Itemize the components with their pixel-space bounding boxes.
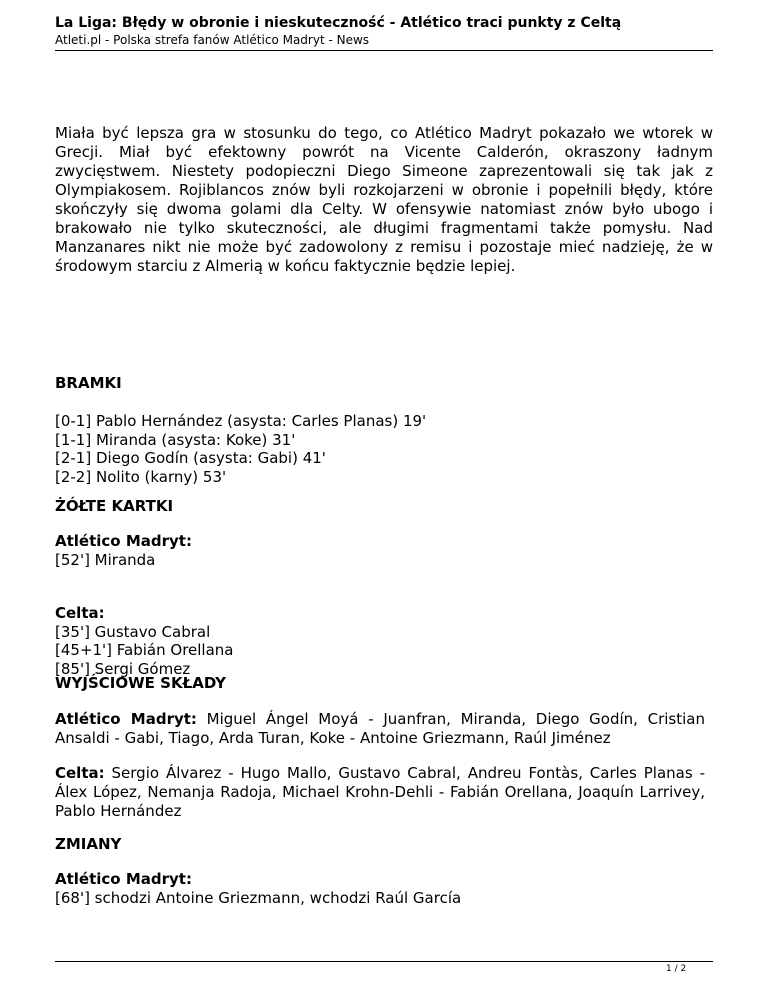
substitutions-team1	[55, 870, 461, 907]
goal-item: [2-2] Nolito (karny) 53'	[55, 467, 227, 486]
card-item: [45+1'] Fabián Orellana	[55, 641, 234, 659]
lineup-team1	[55, 710, 705, 748]
team-name: Atlético Madryt:	[55, 710, 197, 728]
goals-list	[55, 412, 426, 486]
substitution-item: [68'] schodzi Antoine Griezmann, wchodzi Raúl García	[55, 888, 462, 907]
card-item: [85'] Sergi Gómez	[55, 659, 191, 678]
card-item: [35'] Gustavo Cabral	[55, 622, 211, 641]
yellow-cards-team1	[55, 532, 192, 569]
lineups-heading: WYJŚCIOWE SKŁADY	[55, 674, 227, 692]
article-title: La Liga: Błędy w obronie i nieskuteczność - Atlético traci punkty z Celtą	[55, 15, 622, 31]
yellow-cards-heading: ŻÓŁTE KARTKI	[55, 497, 174, 515]
header-divider	[55, 50, 713, 51]
yellow-cards-team2	[55, 604, 234, 678]
goals-heading: BRAMKI	[55, 374, 122, 392]
card-item: [52'] Miranda	[55, 550, 156, 569]
substitutions-heading: ZMIANY	[55, 835, 122, 853]
team-name: Celta:	[55, 764, 105, 782]
team-name: Atlético Madryt:	[55, 532, 192, 550]
goal-item: [2-1] Diego Godín (asysta: Gabi) 41'	[55, 449, 326, 467]
lineup-team2	[55, 764, 705, 821]
page-number: 1 / 2	[666, 964, 687, 974]
article-body	[55, 124, 713, 276]
goal-item: [1-1] Miranda (asysta: Koke) 31'	[55, 430, 296, 449]
goal-item: [0-1] Pablo Hernández (asysta: Carles Planas) 19'	[55, 412, 427, 430]
footer-divider	[55, 961, 713, 962]
lineup-players: Sergio Álvarez - Hugo Mallo, Gustavo Cabral, Andreu Fontàs, Carles Planas - Álex López, Nemanja Radoja, Michael Krohn-Dehli - Fabián Orellana, Joaquín Larrivey, Pablo Hernández	[55, 764, 705, 820]
intro-paragraph: Miała być lepsza gra w stosunku do tego, co Atlético Madryt pokazało we wtorek w Grecji. Miał być efektowny powrót na Vicente Calderón, okraszony ładnym zwycięstwem. Niestety podopieczni Diego Simeone zaprezentowali się tak jak z Olympiakosem. Rojiblancos znów byli rozkojarzeni w obronie i popełnili błędy, które skończyły się dwoma golami dla Celty. W ofensywie natomiast znów było ubogo i brakowało nie tylko skuteczności, ale długimi fragmentami także pomysłu. Nad Manzanares nikt nie może być zadowolony z remisu i pozostaje mieć nadzieję, że w środowym starciu z Almerią w końcu faktycznie będzie lepiej.	[55, 124, 713, 275]
team-name: Atlético Madryt:	[55, 870, 192, 888]
team-name: Celta:	[55, 604, 105, 622]
site-subtitle: Atleti.pl - Polska strefa fanów Atlético Madryt - News	[55, 33, 370, 47]
document-header	[55, 14, 713, 48]
lineup-players: Miguel Ángel Moyá - Juanfran, Miranda, Diego Godín, Cristian Ansaldi - Gabi, Tiago, Arda Turan, Koke - Antoine Griezmann, Raúl Jiménez	[55, 710, 705, 747]
